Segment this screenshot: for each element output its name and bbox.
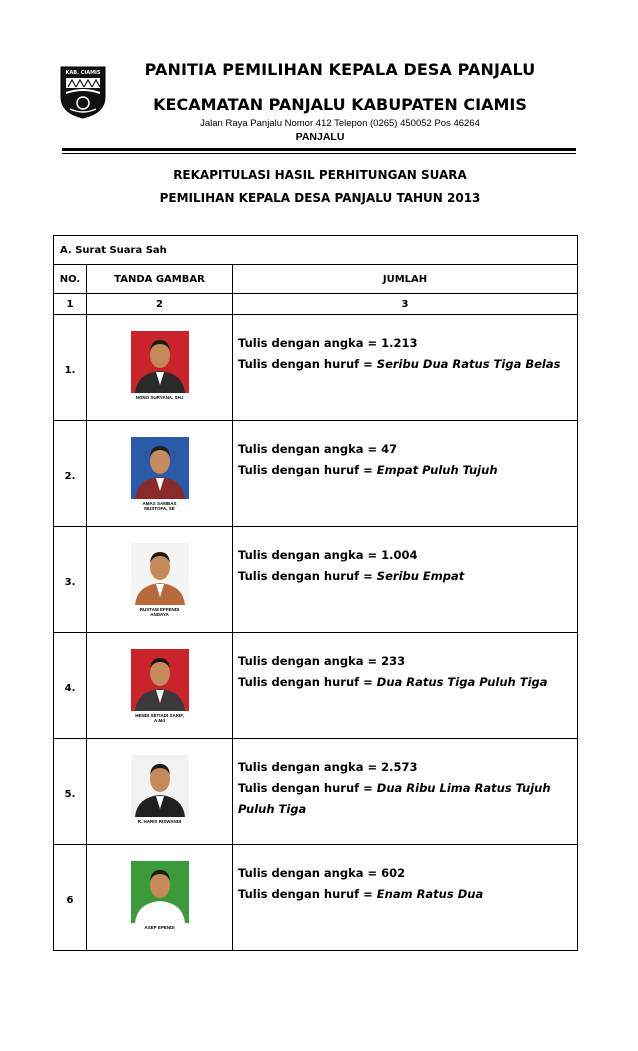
count-in-words — [238, 884, 571, 905]
candidate-photo-cell — [87, 315, 233, 421]
candidate-row — [54, 845, 578, 951]
portrait-image — [131, 755, 189, 817]
header-address: Jalan Raya Panjalu Nomor 412 Telepon (0265) 450052 Pos 46264 — [200, 118, 480, 129]
count-in-digits — [238, 651, 571, 672]
header-no: NO. — [54, 265, 87, 294]
candidate-row — [54, 421, 578, 527]
col-number: 3 — [233, 294, 578, 315]
candidate-photo — [131, 437, 189, 511]
header-divider-thin — [62, 153, 576, 154]
section-title: A. Surat Suara Sah — [54, 236, 578, 265]
header-divider — [62, 148, 576, 151]
col-number: 2 — [87, 294, 233, 315]
label-words: Tulis dengan huruf = — [238, 357, 377, 371]
vote-words: Seribu Dua Ratus Tiga Belas — [376, 357, 561, 371]
header-place: PANJALU — [295, 131, 345, 143]
doc-title: REKAPITULASI HASIL PERHITUNGAN SUARA — [173, 168, 467, 182]
header-total: JUMLAH — [233, 265, 578, 294]
candidate-photo — [131, 649, 189, 723]
vote-words: Enam Ratus Dua — [376, 887, 484, 901]
label-digits: Tulis dengan angka = — [238, 548, 382, 562]
vote-digits: 1.213 — [381, 336, 418, 350]
label-digits: Tulis dengan angka = — [238, 654, 382, 668]
count-in-digits — [238, 439, 571, 460]
count-in-digits — [238, 545, 571, 566]
col-number: 1 — [54, 294, 87, 315]
candidate-photo-cell — [87, 845, 233, 951]
vote-count-cell — [233, 315, 578, 421]
vote-words: Seribu Empat — [376, 569, 465, 583]
candidate-photo — [131, 861, 189, 935]
candidate-number: 2. — [54, 421, 87, 527]
vote-digits: 233 — [381, 654, 406, 668]
portrait-image — [131, 437, 189, 499]
candidate-caption: AMAS SAMBAS MUSTOFA, SE — [142, 500, 177, 511]
count-in-words — [238, 566, 571, 587]
label-words: Tulis dengan huruf = — [238, 463, 377, 477]
candidate-photo — [131, 331, 189, 405]
count-in-digits — [238, 863, 571, 884]
header-committee: PANITIA PEMILIHAN KEPALA DESA PANJALU — [144, 60, 536, 79]
candidate-number: 4. — [54, 633, 87, 739]
vote-digits: 2.573 — [381, 760, 418, 774]
vote-count-cell — [233, 845, 578, 951]
vote-words: Dua Ribu Lima Ratus Tujuh Puluh Tiga — [238, 781, 551, 816]
vote-count-cell — [233, 633, 578, 739]
header-symbol: TANDA GAMBAR — [87, 265, 233, 294]
vote-words: Dua Ratus Tiga Puluh Tiga — [376, 675, 548, 689]
vote-count-cell — [233, 527, 578, 633]
candidate-photo-cell — [87, 421, 233, 527]
candidate-row — [54, 739, 578, 845]
count-in-words — [238, 460, 571, 481]
count-in-digits — [238, 757, 571, 778]
candidate-caption: HENDI SETIADI SARIF, A.Md — [135, 712, 184, 723]
count-in-digits — [238, 333, 571, 354]
vote-recap-table — [53, 235, 578, 951]
label-digits: Tulis dengan angka = — [238, 336, 382, 350]
count-in-words — [238, 672, 571, 693]
candidate-caption: NONO SURYANA, SH.I — [135, 394, 184, 400]
candidate-photo-cell — [87, 633, 233, 739]
candidate-number: 3. — [54, 527, 87, 633]
candidate-row — [54, 315, 578, 421]
vote-count-cell — [233, 739, 578, 845]
candidate-number: 6 — [54, 845, 87, 951]
vote-words: Empat Puluh Tujuh — [376, 463, 498, 477]
label-words: Tulis dengan huruf = — [238, 781, 377, 795]
label-digits: Tulis dengan angka = — [238, 442, 382, 456]
candidate-number: 5. — [54, 739, 87, 845]
header-district: KECAMATAN PANJALU KABUPATEN CIAMIS — [153, 95, 527, 114]
candidate-number: 1. — [54, 315, 87, 421]
count-in-words — [238, 354, 571, 375]
candidate-caption: ASEP EPENDI — [144, 924, 175, 930]
candidate-caption: R. HARIS RISWANDI — [137, 818, 182, 824]
vote-digits: 602 — [381, 866, 406, 880]
ciamis-logo — [58, 63, 108, 119]
label-digits: Tulis dengan angka = — [238, 760, 382, 774]
candidate-photo — [131, 755, 189, 829]
candidate-row — [54, 527, 578, 633]
logo-text: KAB. CIAMIS — [65, 70, 101, 76]
vote-digits: 47 — [381, 442, 398, 456]
count-in-words — [238, 778, 571, 820]
candidate-photo — [131, 543, 189, 617]
portrait-image — [131, 649, 189, 711]
candidate-caption: RUSTAM EFFENDI ANDAYA — [139, 606, 180, 617]
label-words: Tulis dengan huruf = — [238, 675, 377, 689]
portrait-image — [131, 861, 189, 923]
label-digits: Tulis dengan angka = — [238, 866, 382, 880]
candidate-row — [54, 633, 578, 739]
candidate-photo-cell — [87, 739, 233, 845]
portrait-image — [131, 543, 189, 605]
label-words: Tulis dengan huruf = — [238, 887, 377, 901]
doc-subtitle: PEMILIHAN KEPALA DESA PANJALU TAHUN 2013 — [159, 191, 481, 205]
candidate-photo-cell — [87, 527, 233, 633]
portrait-image — [131, 331, 189, 393]
vote-digits: 1.004 — [381, 548, 418, 562]
label-words: Tulis dengan huruf = — [238, 569, 377, 583]
vote-count-cell — [233, 421, 578, 527]
